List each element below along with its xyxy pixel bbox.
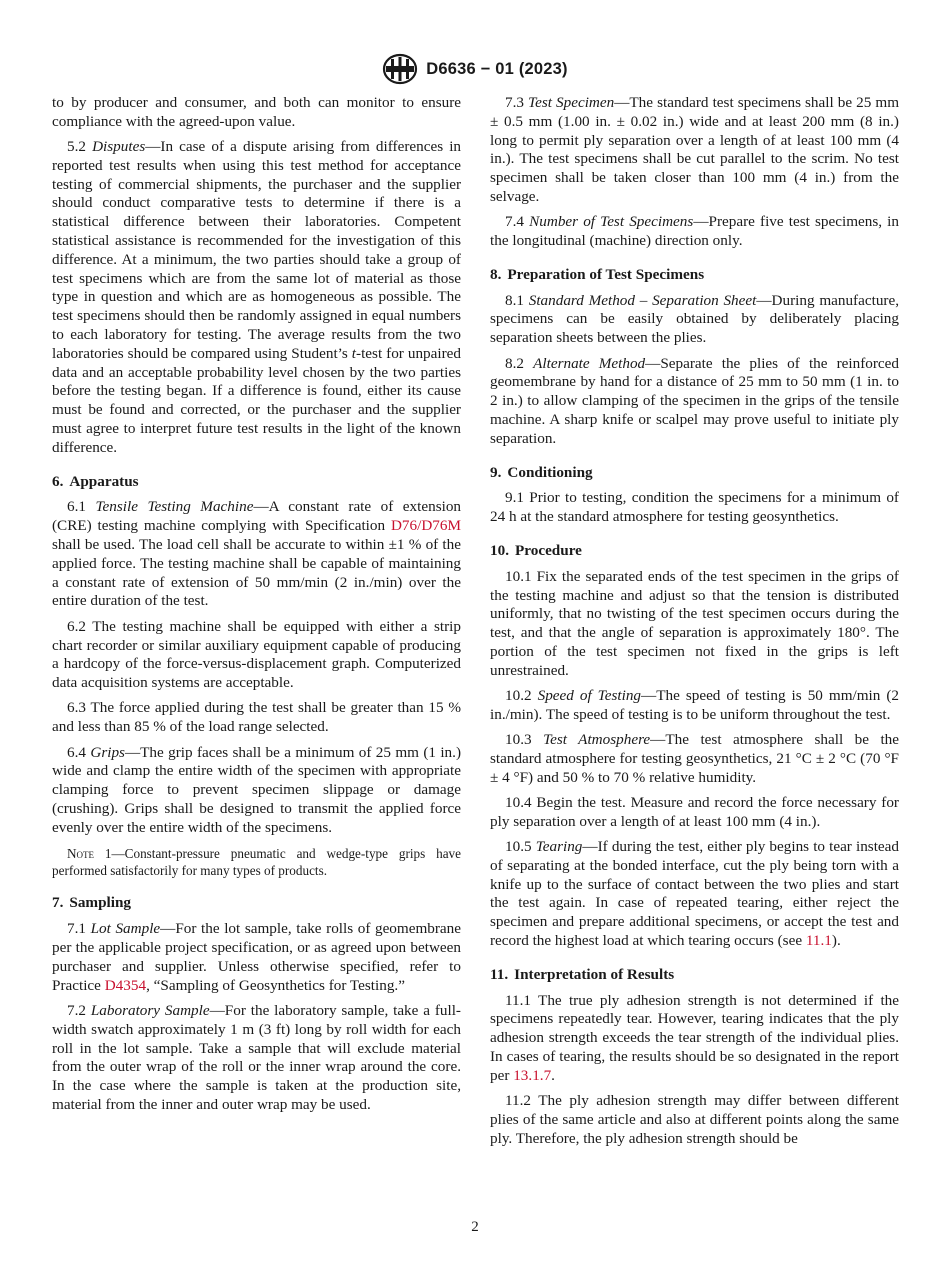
- section-6-2: 6.2 The testing machine shall be equipped with either a strip chart recorder or similar auxiliary equipment capable of producing a hardcopy of the force-versus-displacement graph. Computerized data acquisition systems are acceptable.: [52, 617, 461, 692]
- page-header: [0, 53, 950, 85]
- section-10-3: 10.3 Test Atmosphere—The test atmosphere shall be the standard atmosphere for testing geosynthetics, 21 °C ± 2 °C (70 °F ± 4 °F) and 50 % to 70 % relative humidity.: [490, 731, 900, 786]
- link-11-1[interactable]: 11.1: [805, 932, 832, 950]
- heading-7-sampling: 7. Sampling: [52, 894, 132, 912]
- section-10-4: 10.4 Begin the test. Measure and record the force necessary for ply separation over a length of at least 100 mm (4 in.).: [490, 794, 899, 830]
- heading-10-procedure: 10. Procedure: [490, 541, 582, 559]
- document-designation: D6636 − 01 (2023): [426, 59, 568, 78]
- section-10-2: 10.2 Speed of Testing—The speed of testing is 50 mm/min (2 in./min). The speed of testing is to be uniform throughout the test.: [490, 687, 900, 723]
- heading-8-preparation: 8. Preparation of Test Specimens: [490, 265, 705, 283]
- section-10-1: 10.1 Fix the separated ends of the test specimen in the grips of the testing machine and adjust so that the tension is distributed uniformly, that no twisting of the test specimen occurs during the test, and that the angle of separation is approximately 180°. The portion of the test specimen not fixed in the grips is left unrestrained.: [490, 567, 899, 679]
- section-7-3: 7.3 Test Specimen—The standard test specimens shall be 25 mm ± 0.5 mm (1.00 in. ± 0.02 in.) wide and at least 200 mm (8 in.) long to permit ply separation over a length of at least 100 mm (4 in.). The test specimens shall be cut parallel to the scrim. No test specimen shall be taken closer than 100 mm (4 in.) from the selvage.: [490, 94, 900, 205]
- section-7-2: 7.2 Laboratory Sample—For the laboratory sample, take a full-width swatch approximately 1 m (3 ft) long by roll width for each roll in the lot sample. Take a sample that will exclude material from the outer wrap of the roll or the inner wrap around the core. In the case where the sample is taken at the production site, material from the inner and outer wrap may be used.: [52, 1001, 461, 1113]
- right-column: [490, 94, 899, 1155]
- paragraph-continued: to by producer and consumer, and both can monitor to ensure compliance with the agreed-upon value.: [52, 94, 461, 130]
- heading-11-interpretation: 11. Interpretation of Results: [490, 965, 675, 983]
- heading-9-conditioning: 9. Conditioning: [490, 463, 593, 481]
- link-d4354[interactable]: D4354: [104, 976, 147, 994]
- link-13-1-7[interactable]: 13.1.7: [513, 1066, 552, 1084]
- section-11-1: 11.1 The true ply adhesion strength is not determined if the specimens repeatedly tear. However, tearing indicates that the ply adhesion strength exceeds the tear strength of the individual plies. In cases of tearing, the results should be so designated in the report per 13.1.7.: [490, 991, 899, 1084]
- astm-logo-icon: [382, 53, 418, 85]
- section-7-1: 7.1 Lot Sample—For the lot sample, take rolls of geomembrane per the applicable project specification, or as agreed upon between purchaser and supplier. Unless otherwise specified, refer to Practice D4354, “Sampling of Geosynthetics for Testing.”: [52, 920, 461, 994]
- section-8-1: 8.1 Standard Method – Separation Sheet—During manufacture, specimens can be easily obtained by deliberately placing separation sheets between the plies.: [490, 291, 900, 347]
- left-column: [52, 94, 461, 1121]
- heading-6-apparatus: 6. Apparatus: [52, 472, 139, 490]
- section-6-4: 6.4 Grips—The grip faces shall be a minimum of 25 mm (1 in.) wide and clamp the entire width of the specimen with appropriate clamping force to prevent specimen slippage or damage (crushing). Grips shall be designed to transmit the applied force evenly over the entire width of the specimens.: [52, 743, 462, 836]
- section-10-5: 10.5 Tearing—If during the test, either ply begins to tear instead of separating at the bonded interface, cut the ply being torn with a knife up to the surface of contact between the two plies and start the test again. In case of repeated tearing, either reject the specimen and prepare additional specimens, or accept the test and record the highest load at which tearing occurs (see 11.1).: [490, 838, 899, 950]
- link-d76[interactable]: D76/D76M: [390, 517, 461, 535]
- section-8-2: 8.2 Alternate Method—Separate the plies of the reinforced geomembrane by hand for a distance of 25 mm to 50 mm (1 in. to 2 in.) to allow clamping of the specimen in the grips of the tensile machine. A sharp knife or scalpel may prove useful to initiate ply separation.: [490, 354, 900, 447]
- section-9-1: 9.1 Prior to testing, condition the specimens for a minimum of 24 h at the standard atmosphere for testing geosynthetics.: [490, 489, 899, 526]
- section-11-2: 11.2 The ply adhesion strength may differ between different plies of the same article and also at different points along the same ply. Therefore, the ply adhesion strength should be: [490, 1092, 899, 1147]
- section-6-1: 6.1 Tensile Testing Machine—A constant rate of extension (CRE) testing machine complying with Specification D76/D76M shall be used. The load cell shall be accurate to within ±1 % of the applied force. The testing machine shall be capable of maintaining a constant rate of extension of 50 mm/min (2 in./min) over the entire duration of the test.: [52, 498, 462, 610]
- section-5-2: 5.2 Disputes—In case of a dispute arising from differences in reported test results when using this test method for acceptance testing of commercial shipments, the purchaser and the supplier should conduct comparative tests to determine if there is a statistical difference between their laboratories. Competent statistical assistance is recommended for the investigation of this difference. At a minimum, the two parties should take a group of test specimens which are from the same lot of material as those type in question and which are as homogeneous as possible. The test specimens should then be randomly assigned in equal numbers to each laboratory for testing. The average results from the two laboratories should be compared using Student’s t-test for unpaired data and an acceptable probability level chosen by the two parties before the testing began. If a difference is found, either its cause must be found and corrected, or the purchaser and the supplier must agree to interpret future test results in the light of the known difference.: [52, 138, 462, 456]
- section-7-4: 7.4 Number of Test Specimens—Prepare five test specimens, in the longitudinal (machine) direction only.: [490, 213, 899, 250]
- note-1: Note 1—Constant-pressure pneumatic and wedge-type grips have performed satisfactorily for many types of products.: [52, 846, 461, 879]
- section-6-3: 6.3 The force applied during the test shall be greater than 15 % and less than 85 % of the load range selected.: [52, 699, 461, 736]
- page-number: 2: [471, 1219, 479, 1235]
